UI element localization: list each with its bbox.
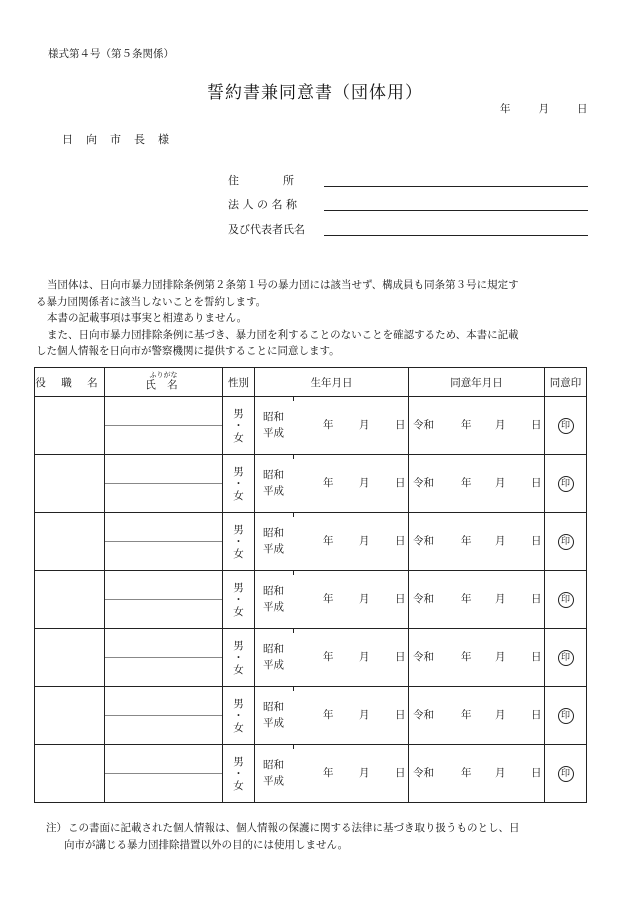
birthdate-field[interactable]: [255, 455, 409, 513]
table-header-row: [35, 368, 587, 397]
pledge-line-1: 当団体は、日向市暴力団排除条例第２条第１号の暴力団には該当せず、構成員も同条第３号に規定す: [47, 279, 519, 291]
date-day-label: 日: [577, 103, 588, 115]
header-name: [105, 368, 223, 397]
birth-era-options: [263, 641, 284, 673]
era-heisei[interactable]: 平成: [263, 543, 284, 555]
consent-year-label: 年: [461, 535, 472, 547]
tick-mark: [293, 455, 294, 459]
birth-era-options: [263, 757, 284, 789]
birth-day-label: 日: [395, 535, 406, 547]
birth-year-label: 年: [323, 651, 334, 663]
era-heisei[interactable]: 平成: [263, 485, 284, 497]
seal-field[interactable]: [545, 745, 587, 803]
era-reiwa: 令和: [413, 709, 434, 721]
gender-field[interactable]: [223, 629, 255, 687]
consent-year-label: 年: [461, 593, 472, 605]
furigana-divider: [105, 541, 222, 542]
tick-mark: [293, 571, 294, 575]
tick-mark: [293, 629, 294, 633]
consent-month-label: 月: [495, 593, 506, 605]
gender-field[interactable]: [223, 455, 255, 513]
birth-year-label: 年: [323, 535, 334, 547]
gender-male[interactable]: 男: [233, 523, 244, 536]
role-field[interactable]: [35, 687, 105, 745]
seal-mark-icon: 印: [558, 650, 574, 666]
era-heisei[interactable]: 平成: [263, 717, 284, 729]
furigana-divider: [105, 657, 222, 658]
role-field[interactable]: [35, 397, 105, 455]
era-showa[interactable]: 昭和: [263, 701, 284, 713]
seal-field[interactable]: [545, 513, 587, 571]
seal-mark-icon: 印: [558, 592, 574, 608]
gender-separator: ・: [233, 535, 244, 548]
tick-mark: [293, 687, 294, 691]
gender-female[interactable]: 女: [233, 547, 244, 560]
consent-date-field[interactable]: [409, 687, 545, 745]
gender-male[interactable]: 男: [233, 407, 244, 420]
consent-year-label: 年: [461, 477, 472, 489]
seal-field[interactable]: [545, 687, 587, 745]
consent-day-label: 日: [531, 767, 542, 779]
page-title: 誓約書兼同意書（団体用）: [207, 83, 423, 103]
era-heisei[interactable]: 平成: [263, 601, 284, 613]
table-row: [35, 513, 587, 571]
role-field[interactable]: [35, 629, 105, 687]
gender-male[interactable]: 男: [233, 697, 244, 710]
representative-field[interactable]: [324, 235, 588, 236]
name-field[interactable]: [105, 745, 223, 803]
role-field[interactable]: [35, 745, 105, 803]
gender-male[interactable]: 男: [233, 581, 244, 594]
birth-era-options: [263, 699, 284, 731]
furigana-divider: [105, 715, 222, 716]
address-label: 住 所: [228, 174, 294, 187]
birth-day-label: 日: [395, 477, 406, 489]
birth-era-options: [263, 467, 284, 499]
note-line-1: この書面に記載された個人情報は、個人情報の保護に関する法律に基づき取り扱うものとし、日: [68, 822, 520, 834]
corp-name-label: 法 人 の 名 称: [228, 198, 297, 211]
name-field[interactable]: [105, 629, 223, 687]
accuracy-statement: 本書の記載事項は事実と相違ありません。: [47, 312, 248, 324]
date-month-label: 月: [538, 103, 549, 115]
consent-year-label: 年: [461, 767, 472, 779]
era-showa[interactable]: 昭和: [263, 585, 284, 597]
era-heisei[interactable]: 平成: [263, 775, 284, 787]
birthdate-field[interactable]: [255, 513, 409, 571]
birth-month-label: 月: [359, 535, 370, 547]
name-field[interactable]: [105, 397, 223, 455]
gender-female[interactable]: 女: [233, 605, 244, 618]
note-mark: 注）: [46, 822, 67, 834]
birthdate-field[interactable]: [255, 745, 409, 803]
table-row: [35, 745, 587, 803]
consent-month-label: 月: [495, 419, 506, 431]
furigana-divider: [105, 773, 222, 774]
furigana-divider: [105, 599, 222, 600]
name-field[interactable]: [105, 571, 223, 629]
date-year-label: 年: [500, 103, 511, 115]
gender-female[interactable]: 女: [233, 721, 244, 734]
birth-day-label: 日: [395, 593, 406, 605]
era-reiwa: 令和: [413, 767, 434, 779]
birthdate-field[interactable]: [255, 397, 409, 455]
header-role: 役 職 名: [35, 368, 105, 397]
seal-field[interactable]: [545, 571, 587, 629]
header-name-label: 氏 名: [145, 379, 182, 391]
consent-month-label: 月: [495, 477, 506, 489]
table-row: [35, 629, 587, 687]
birth-month-label: 月: [359, 767, 370, 779]
birth-month-label: 月: [359, 419, 370, 431]
gender-male[interactable]: 男: [233, 639, 244, 652]
seal-field[interactable]: [545, 629, 587, 687]
era-reiwa: 令和: [413, 477, 434, 489]
birth-era-options: [263, 525, 284, 557]
birth-month-label: 月: [359, 593, 370, 605]
consent-date-field[interactable]: [409, 745, 545, 803]
seal-mark-icon: 印: [558, 766, 574, 782]
consent-day-label: 日: [531, 709, 542, 721]
consent-day-label: 日: [531, 419, 542, 431]
gender-separator: ・: [233, 477, 244, 490]
tick-mark: [293, 397, 294, 401]
consent-year-label: 年: [461, 709, 472, 721]
role-field[interactable]: [35, 571, 105, 629]
table-row: [35, 571, 587, 629]
gender-field[interactable]: [223, 397, 255, 455]
privacy-note: [46, 820, 594, 854]
birth-day-label: 日: [395, 419, 406, 431]
gender-separator: ・: [233, 593, 244, 606]
era-showa[interactable]: 昭和: [263, 643, 284, 655]
gender-female[interactable]: 女: [233, 663, 244, 676]
pledge-line-2: る暴力団関係者に該当しないことを誓約します。: [36, 295, 267, 308]
gender-separator: ・: [233, 651, 244, 664]
name-field[interactable]: [105, 513, 223, 571]
consent-month-label: 月: [495, 535, 506, 547]
seal-mark-icon: 印: [558, 708, 574, 724]
era-heisei[interactable]: 平成: [263, 659, 284, 671]
consent-day-label: 日: [531, 651, 542, 663]
header-gender: 性別: [223, 368, 255, 397]
member-table: [34, 367, 587, 803]
seal-mark-icon: 印: [558, 534, 574, 550]
table-row: [35, 397, 587, 455]
corp-name-field[interactable]: [324, 210, 588, 211]
tick-mark: [293, 745, 294, 749]
furigana-divider: [105, 425, 222, 426]
seal-field[interactable]: [545, 397, 587, 455]
gender-male[interactable]: 男: [233, 755, 244, 768]
address-field[interactable]: [324, 186, 588, 187]
gender-field[interactable]: [223, 745, 255, 803]
consent-day-label: 日: [531, 477, 542, 489]
seal-mark-icon: 印: [558, 476, 574, 492]
consent-year-label: 年: [461, 419, 472, 431]
tick-mark: [293, 513, 294, 517]
consent-year-label: 年: [461, 651, 472, 663]
birth-month-label: 月: [359, 709, 370, 721]
era-showa[interactable]: 昭和: [263, 411, 284, 423]
gender-field[interactable]: [223, 513, 255, 571]
era-heisei[interactable]: 平成: [263, 427, 284, 439]
form-code: 様式第４号（第５条関係）: [48, 48, 174, 60]
table-row: [35, 455, 587, 513]
birth-era-options: [263, 583, 284, 615]
note-line-2: 向市が講じる暴力団排除措置以外の目的には使用しません。: [64, 839, 349, 851]
header-consent-date: 同意年月日: [409, 368, 545, 397]
era-reiwa: 令和: [413, 419, 434, 431]
birthdate-field[interactable]: [255, 629, 409, 687]
note-text: [64, 820, 594, 854]
era-reiwa: 令和: [413, 651, 434, 663]
seal-mark-icon: 印: [558, 418, 574, 434]
gender-female[interactable]: 女: [233, 779, 244, 792]
consent-month-label: 月: [495, 767, 506, 779]
gender-male[interactable]: 男: [233, 465, 244, 478]
name-field[interactable]: [105, 455, 223, 513]
era-showa[interactable]: 昭和: [263, 469, 284, 481]
era-showa[interactable]: 昭和: [263, 527, 284, 539]
consent-date-field[interactable]: [409, 455, 545, 513]
consent-date-field[interactable]: [409, 397, 545, 455]
gender-female[interactable]: 女: [233, 431, 244, 444]
furigana-divider: [105, 483, 222, 484]
consent-month-label: 月: [495, 709, 506, 721]
gender-field[interactable]: [223, 571, 255, 629]
birth-month-label: 月: [359, 651, 370, 663]
consent-date-field[interactable]: [409, 629, 545, 687]
birth-year-label: 年: [323, 419, 334, 431]
gender-field[interactable]: [223, 687, 255, 745]
header-birthdate: 生年月日: [255, 368, 409, 397]
role-field[interactable]: [35, 513, 105, 571]
role-field[interactable]: [35, 455, 105, 513]
gender-separator: ・: [233, 709, 244, 722]
gender-female[interactable]: 女: [233, 489, 244, 502]
consent-day-label: 日: [531, 593, 542, 605]
consent-line-2: した個人情報を日向市が警察機関に提供することに同意します。: [36, 345, 340, 357]
era-reiwa: 令和: [413, 593, 434, 605]
consent-date-field[interactable]: [409, 571, 545, 629]
birth-day-label: 日: [395, 767, 406, 779]
pledge-text: [36, 277, 596, 360]
name-field[interactable]: [105, 687, 223, 745]
birth-era-options: [263, 409, 284, 441]
header-seal: 同意印: [545, 368, 587, 397]
birth-day-label: 日: [395, 709, 406, 721]
birth-year-label: 年: [323, 767, 334, 779]
birth-year-label: 年: [323, 477, 334, 489]
birth-month-label: 月: [359, 477, 370, 489]
birth-day-label: 日: [395, 651, 406, 663]
birth-year-label: 年: [323, 709, 334, 721]
birthdate-field[interactable]: [255, 687, 409, 745]
seal-field[interactable]: [545, 455, 587, 513]
consent-line-1: また、日向市暴力団排除条例に基づき、暴力団を利することのないことを確認するため、本書に記載: [47, 328, 519, 341]
era-showa[interactable]: 昭和: [263, 759, 284, 771]
gender-separator: ・: [233, 419, 244, 432]
consent-date-field[interactable]: [409, 513, 545, 571]
era-reiwa: 令和: [413, 535, 434, 547]
consent-month-label: 月: [495, 651, 506, 663]
table-row: [35, 687, 587, 745]
birthdate-field[interactable]: [255, 571, 409, 629]
addressee: 日 向 市 長 様: [62, 133, 170, 146]
representative-label: 及び代表者氏名: [228, 223, 305, 236]
birth-year-label: 年: [323, 593, 334, 605]
submission-date: [500, 101, 588, 116]
consent-day-label: 日: [531, 535, 542, 547]
gender-separator: ・: [233, 767, 244, 780]
header-furigana: ふりがな: [149, 371, 178, 379]
